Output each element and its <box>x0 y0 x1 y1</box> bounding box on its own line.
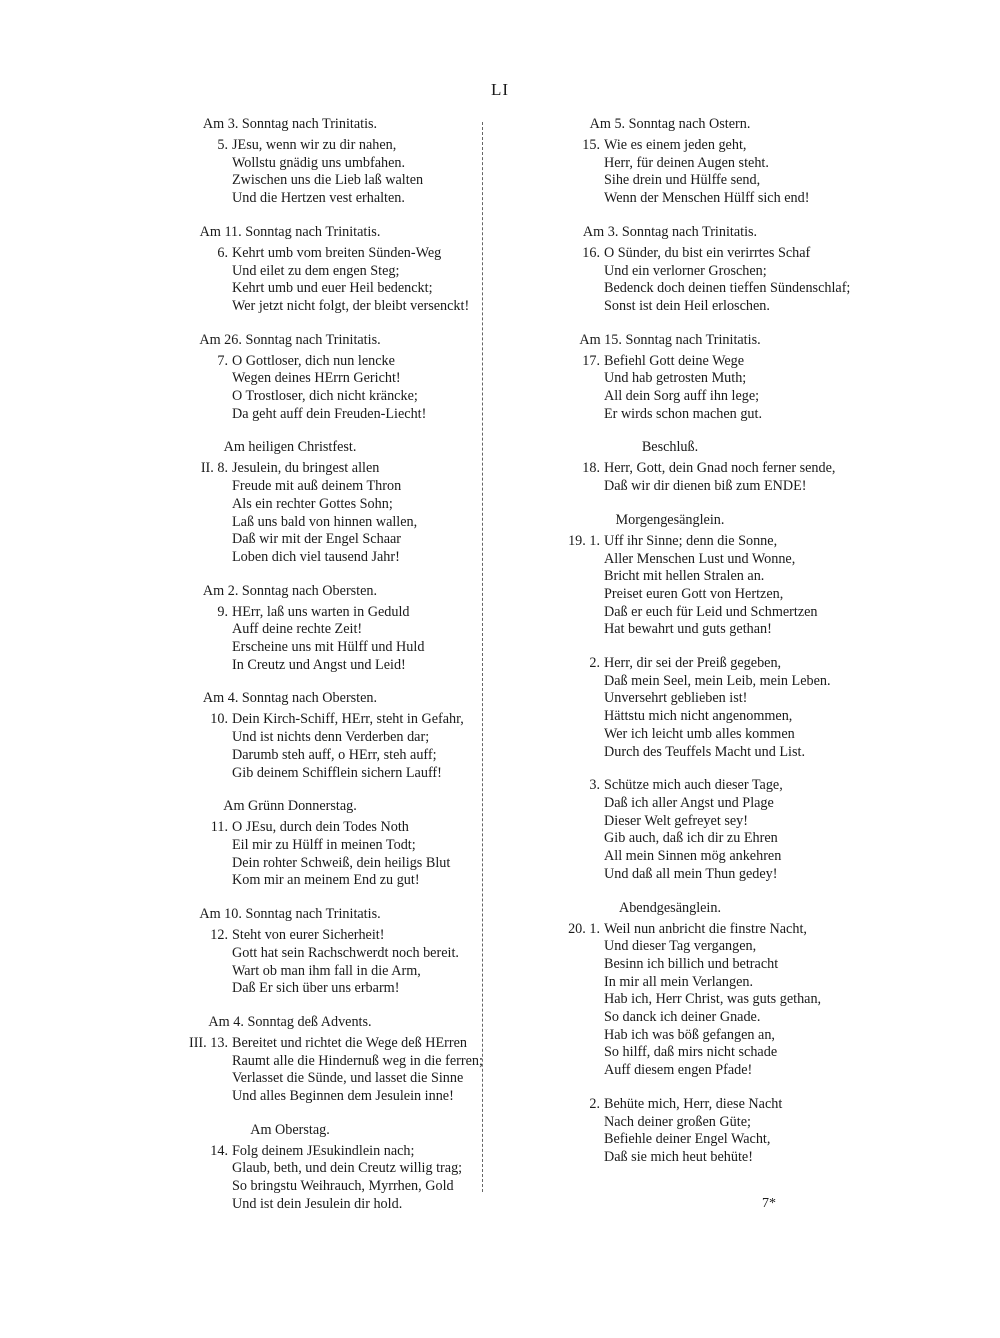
verse-line: Herr, für deinen Augen steht. <box>604 154 769 171</box>
verse-line: Unversehrt geblieben ist! <box>604 690 748 707</box>
verse-line: Wegen deines HErrn Gericht! <box>232 370 401 387</box>
verse-line: Besinn ich billich und betracht <box>604 955 779 972</box>
verse-line: Bedenck doch deinen tieffen Sündenschlaf; <box>604 280 851 297</box>
column-divider <box>482 122 483 1192</box>
verse-line: Schütze mich auch dieser Tage, <box>604 777 783 794</box>
verse-line: Und daß all mein Thun gedey! <box>604 865 778 882</box>
verse-number: 2. <box>589 655 600 672</box>
section-heading: Am 3. Sonntag nach Trinitatis. <box>582 223 758 240</box>
verse-line: O Gottloser, dich nun lencke <box>232 352 395 369</box>
hymn-section <box>500 512 840 639</box>
verse-lines <box>210 711 470 782</box>
verse-line: Raumt alle die Hindernuß weg in die ferren; <box>232 1052 483 1069</box>
hymn-section <box>110 1122 470 1214</box>
verse-line: In mir all mein Verlangen. <box>604 973 754 990</box>
verse-lines <box>217 352 470 424</box>
verse-line: Wer jetzt nicht folgt, der bleibt versenckt! <box>232 297 470 314</box>
verse-number: 6. <box>217 244 228 261</box>
verse-line: Und ein verlorner Groschen; <box>604 262 767 279</box>
verse-number: 10. <box>210 711 228 728</box>
verse-line: Daß sie mich heut behüte! <box>604 1148 753 1165</box>
verse-line: O JEsu, durch dein Todes Noth <box>232 819 409 836</box>
verse-line: All mein Sinnen mög ankehren <box>604 848 782 865</box>
verse-line: Wer ich leicht umb alles kommen <box>604 725 795 742</box>
section-heading: Am 15. Sonntag nach Trinitatis. <box>579 331 761 348</box>
verse-line: Und dieser Tag vergangen, <box>604 938 757 955</box>
verse-line: Loben dich viel tausend Jahr! <box>232 548 400 565</box>
verse-line: Wollstu gnädig uns umbfahen. <box>232 154 406 171</box>
hymn-section <box>110 116 470 208</box>
verse-line: Als ein rechter Gottes Sohn; <box>232 495 393 512</box>
verse-line: Herr, Gott, dein Gnad noch ferner sende, <box>604 460 836 477</box>
verse-entry <box>110 927 470 998</box>
hymn-section <box>500 655 840 761</box>
hymn-section <box>500 116 840 208</box>
verse-line: Darumb steh auff, o HErr, steh auff; <box>232 746 437 763</box>
verse-line: Und hab getrosten Muth; <box>604 370 747 387</box>
section-heading: Am 4. Sonntag nach Obersten. <box>202 690 378 707</box>
hymn-section <box>500 223 851 316</box>
verse-line: Verlasset die Sünde, und lasset die Sinne <box>232 1070 464 1087</box>
hymn-section <box>500 900 840 1080</box>
verse-lines <box>217 137 470 208</box>
verse-line: Hat bewahrt und guts gethan! <box>604 621 772 638</box>
verse-line: Gib deinem Schifflein sichern Lauff! <box>232 764 442 781</box>
verse-line: Gott hat sein Rachschwerdt noch bereit. <box>232 944 459 961</box>
verse-line: Er wirds schon machen gut. <box>604 405 762 422</box>
verse-line: In Creutz und Angst und Leid! <box>232 656 406 673</box>
verse-line: Hättstu mich nicht angenommen, <box>604 708 793 725</box>
verse-entry <box>500 137 840 208</box>
verse-line: O Trostloser, dich nicht kräncke; <box>232 388 418 405</box>
verse-line: Und ist nichts denn Verderben dar; <box>232 729 430 746</box>
verse-line: Uff ihr Sinne; denn die Sonne, <box>604 532 778 549</box>
verse-number: 5. <box>217 137 228 153</box>
verse-number: 3. <box>589 777 600 794</box>
section-heading: Am 4. Sonntag deß Advents. <box>208 1013 372 1030</box>
verse-line: Dieser Welt gefreyet sey! <box>604 812 748 829</box>
verse-entry <box>500 655 840 761</box>
verse-line: Freude mit auß deinem Thron <box>232 478 402 495</box>
verse-lines <box>589 1095 840 1167</box>
verse-line: Dein rohter Schweiß, dein heiligs Blut <box>232 854 451 871</box>
verse-number: 16. <box>582 244 600 261</box>
verse-entry <box>500 921 840 1080</box>
hymn-section <box>110 583 470 675</box>
verse-line: Wie es einem jeden geht, <box>604 137 747 153</box>
hymn-section <box>500 439 840 495</box>
signature-mark: 7* <box>762 1196 776 1211</box>
verse-line: Daß wir mit der Engel Schaar <box>232 531 402 548</box>
verse-line: Sonst ist dein Heil erloschen. <box>604 297 770 314</box>
verse-lines <box>582 244 851 316</box>
verse-line: Hab ich was böß gefangen an, <box>604 1026 775 1043</box>
verse-line: Daß wir dir dienen biß zum ENDE! <box>604 478 807 495</box>
verse-line: Eil mir zu Hülff in meinen Todt; <box>232 836 416 853</box>
verse-entry <box>110 460 470 566</box>
verse-lines <box>210 927 470 998</box>
verse-line: Gib auch, daß ich dir zu Ehren <box>604 830 778 847</box>
section-heading: Am 10. Sonntag nach Trinitatis. <box>199 906 381 923</box>
verse-number: 2. <box>589 1095 600 1112</box>
verse-line: Wenn der Menschen Hülff sich end! <box>604 190 810 207</box>
verse-line: All dein Sorg auff ihn lege; <box>604 388 760 405</box>
verse-number: 20. 1. <box>568 920 600 937</box>
verse-line: Zwischen uns die Lieb laß walten <box>232 172 424 189</box>
section-heading: Am 3. Sonntag nach Trinitatis. <box>202 116 378 132</box>
section-heading: Am 2. Sonntag nach Obersten. <box>202 582 378 599</box>
verse-number: 14. <box>210 1142 228 1159</box>
verse-entry <box>110 604 470 675</box>
verse-lines <box>568 920 840 1080</box>
verse-line: Bereitet und richtet die Wege deß HErren <box>232 1034 467 1051</box>
verse-entry <box>500 460 840 495</box>
verse-line: Sihe drein und Hülffe send, <box>604 172 761 189</box>
verse-line: HErr, laß uns warten in Geduld <box>232 603 410 620</box>
verse-entry <box>110 819 470 890</box>
verse-line: Kehrt umb und euer Heil bedenckt; <box>232 280 433 297</box>
verse-line: Steht von eurer Sicherheit! <box>232 927 385 944</box>
section-heading: Abendgesänglein. <box>618 899 722 916</box>
section-heading: Beschluß. <box>641 439 699 456</box>
verse-entry <box>110 137 470 208</box>
verse-number: 7. <box>217 352 228 369</box>
verse-line: Befiehle deiner Engel Wacht, <box>604 1131 771 1148</box>
verse-line: Und alles Beginnen dem Jesulein inne! <box>232 1088 454 1105</box>
verse-entry <box>110 1034 483 1106</box>
verse-number: II. 8. <box>200 460 228 477</box>
section-heading: Am Grünn Donnerstag. <box>223 798 357 815</box>
verse-entry <box>500 244 851 316</box>
verse-line: Hab ich, Herr Christ, was guts gethan, <box>604 991 822 1008</box>
section-heading: Morgengesänglein. <box>615 511 725 528</box>
verse-lines <box>210 1142 470 1214</box>
hymn-section <box>500 777 840 883</box>
verse-line: Befiehl Gott deine Wege <box>604 352 745 369</box>
verse-line: Daß mein Seel, mein Leib, mein Leben. <box>604 672 831 689</box>
verse-entry <box>500 1096 840 1167</box>
verse-line: Erscheine uns mit Hülff und Huld <box>232 639 425 656</box>
verse-lines <box>582 137 840 208</box>
verse-line: So danck ich deiner Gnade. <box>604 1009 761 1026</box>
verse-entry <box>500 533 840 639</box>
verse-entry <box>110 1143 470 1214</box>
verse-lines <box>200 460 470 566</box>
verse-line: Nach deiner großen Güte; <box>604 1113 751 1130</box>
verse-lines <box>217 603 470 675</box>
hymn-section <box>110 690 470 782</box>
verse-lines <box>589 655 840 761</box>
verse-line: Herr, dir sei der Preiß gegeben, <box>604 655 782 672</box>
verse-lines <box>568 532 840 639</box>
hymn-section <box>110 332 470 424</box>
verse-line: Glaub, beth, und dein Creutz willig trag; <box>232 1160 463 1177</box>
verse-number: 15. <box>582 137 600 153</box>
verse-line: Auff deine rechte Zeit! <box>232 621 363 638</box>
hymn-section <box>110 798 470 890</box>
verse-line: Und ist dein Jesulein dir hold. <box>232 1195 403 1212</box>
hymn-section <box>110 224 470 316</box>
verse-line: Folg deinem JEsukindlein nach; <box>232 1142 415 1159</box>
hymn-section <box>110 906 470 998</box>
verse-line: Weil nun anbricht die finstre Nacht, <box>604 920 807 937</box>
verse-line: Da geht auff dein Freuden-Liecht! <box>232 405 427 422</box>
verse-line: Durch des Teuffels Macht und List. <box>604 743 806 760</box>
verse-line: Kom mir an meinem End zu gut! <box>232 872 420 889</box>
verse-number: 17. <box>582 352 600 369</box>
verse-lines <box>188 1034 483 1106</box>
verse-line: Auff diesem engen Pfade! <box>604 1062 753 1079</box>
hymn-section <box>110 1013 483 1106</box>
section-heading: Am Oberstag. <box>250 1121 330 1138</box>
verse-line: Wart ob man ihm fall in die Arm, <box>232 962 421 979</box>
verse-lines <box>589 777 840 883</box>
section-heading: Am heiligen Christfest. <box>223 439 357 456</box>
hymn-section <box>110 439 470 566</box>
verse-lines <box>217 244 470 316</box>
hymn-section <box>500 1096 840 1167</box>
verse-number: 12. <box>210 927 228 944</box>
verse-line: Behüte mich, Herr, diese Nacht <box>604 1095 783 1112</box>
verse-line: So bringstu Weihrauch, Myrrhen, Gold <box>232 1178 454 1195</box>
verse-line: O Sünder, du bist ein verirrtes Schaf <box>604 244 811 261</box>
verse-line: Kehrt umb vom breiten Sünden-Weg <box>232 244 442 261</box>
verse-line: Daß ich aller Angst und Plage <box>604 794 774 811</box>
verse-line: Daß er euch für Leid und Schmertzen <box>604 603 818 620</box>
verse-line: So hilff, daß mirs nicht schade <box>604 1044 778 1061</box>
verse-lines <box>582 460 840 495</box>
verse-entry <box>110 711 470 782</box>
hymn-section <box>500 332 840 424</box>
verse-line: Jesulein, du bringest allen <box>232 460 380 477</box>
verse-number: 11. <box>210 819 228 836</box>
verse-entry <box>500 777 840 883</box>
verse-line: Aller Menschen Lust und Wonne, <box>604 550 796 567</box>
verse-line: Und die Hertzen vest erhalten. <box>232 190 405 207</box>
verse-line: Und eilet zu dem engen Steg; <box>232 262 400 279</box>
verse-lines <box>210 819 470 890</box>
verse-line: Bricht mit hellen Stralen an. <box>604 568 765 585</box>
verse-line: Preiset euren Gott von Hertzen, <box>604 585 784 602</box>
verse-line: Daß Er sich über uns erbarm! <box>232 980 400 997</box>
verse-number: 9. <box>217 603 228 620</box>
verse-number: III. 13. <box>188 1034 228 1051</box>
section-heading: Am 11. Sonntag nach Trinitatis. <box>199 223 381 240</box>
left-column <box>110 116 483 1230</box>
verse-entry <box>110 353 470 424</box>
verse-number: 18. <box>582 460 600 477</box>
section-heading: Am 5. Sonntag nach Ostern. <box>589 116 751 132</box>
verse-line: Laß uns bald von hinnen wallen, <box>232 513 418 530</box>
verse-line: JEsu, wenn wir zu dir nahen, <box>232 137 397 153</box>
section-heading: Am 26. Sonntag nach Trinitatis. <box>199 331 381 348</box>
right-column <box>500 116 851 1183</box>
page-number: LI <box>490 80 510 99</box>
verse-entry <box>110 245 470 316</box>
verse-line: Dein Kirch-Schiff, HErr, steht in Gefahr, <box>232 711 464 728</box>
verse-lines <box>582 352 840 424</box>
verse-entry <box>500 353 840 424</box>
verse-number: 19. 1. <box>568 532 600 549</box>
